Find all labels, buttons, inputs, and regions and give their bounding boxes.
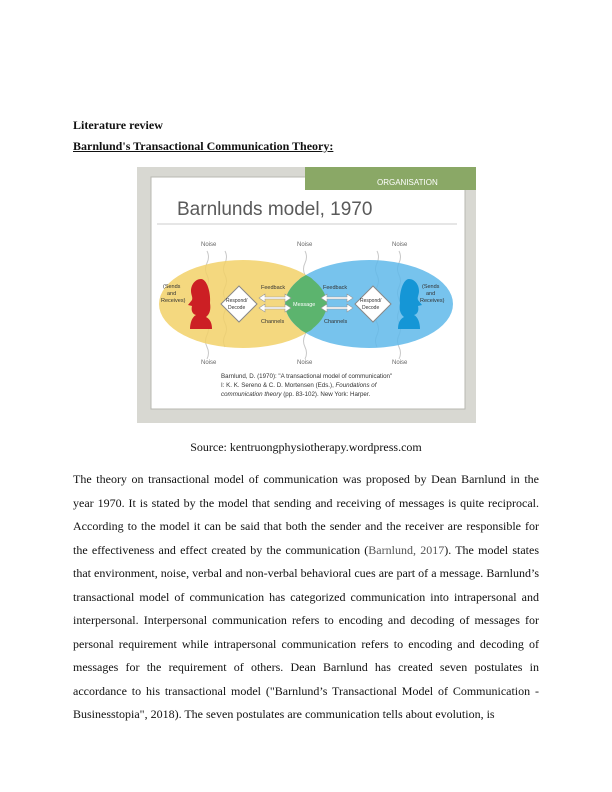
slide-title: Barnlunds model, 1970 xyxy=(177,199,373,220)
message-label: Message xyxy=(293,302,316,308)
noise-label-3: Noise xyxy=(392,242,408,248)
left-sends-1: (Sends xyxy=(163,284,181,290)
left-respond-label: Respond/ xyxy=(226,298,248,304)
right-sends-2: and xyxy=(426,291,436,297)
barnlund-model-figure xyxy=(137,167,476,423)
right-respond-label: Respond/ xyxy=(360,298,382,304)
noise-label-2: Noise xyxy=(297,242,313,248)
right-feedback-label: Feedback xyxy=(323,285,348,291)
subsection-heading: Barnlund's Transactional Communication Theory: xyxy=(73,139,334,153)
body-paragraph xyxy=(73,468,539,727)
right-decode-label: Decode xyxy=(362,305,380,311)
noise-label-4: Noise xyxy=(201,360,217,366)
left-sends-2: and xyxy=(167,291,177,297)
paragraph-part-2: ). The model states that environment, noise, verbal and non-verbal behavioral cues are part of a message. Barnlund’s transactional model of communication has categorized communication into intrapersonal and interpersonal. Interpersonal communication refers to encoding and decoding of messages for personal requirement while intrapersonal communication refers to encoding and decoding of messages for the requirement of others. Dean Barnlund has created seven postulates in accordance to his transactional model ("Barnlund’s Transactional Model of Communication - Businesstopia", 2018). The seven postulates are communication tells about evolution, is xyxy=(73,542,539,721)
figure-caption: Source: kentruongphysiotherapy.wordpress.com xyxy=(190,440,422,454)
left-sends-3: Receives) xyxy=(161,298,186,304)
right-sends-1: (Sends xyxy=(422,284,440,290)
section-heading: Literature review xyxy=(73,118,163,132)
left-decode-label: Decode xyxy=(228,305,246,311)
paragraph-part-1: The theory on transactional model of communication was proposed by Dean Barnlund in the year 1970. It is stated by the model that sending and receiving of messages is quite reciprocal. According to the model it can be said that both the sender and the receiver are responsible for the effectiveness and effect created by the communication ( xyxy=(73,472,539,557)
left-channels-label: Channels xyxy=(261,319,285,325)
noise-label-6: Noise xyxy=(392,360,408,366)
noise-label-1: Noise xyxy=(201,242,217,248)
noise-label-5: Noise xyxy=(297,360,313,366)
left-feedback-label: Feedback xyxy=(261,285,286,291)
reference-line-3: communication theory (pp. 83-102). New York: Harper. xyxy=(221,391,371,398)
right-channels-label: Channels xyxy=(324,319,348,325)
reference-line-1: Barnlund, D. (1970): "A transactional model of communication" xyxy=(221,373,393,380)
citation: Barnlund, 2017 xyxy=(368,542,445,557)
right-sends-3: Receives) xyxy=(420,298,445,304)
tag-text: ORGANISATION xyxy=(377,178,438,187)
reference-line-2: I: K. K. Sereno & C. D. Mortensen (Eds.), Foundations of xyxy=(221,382,377,389)
